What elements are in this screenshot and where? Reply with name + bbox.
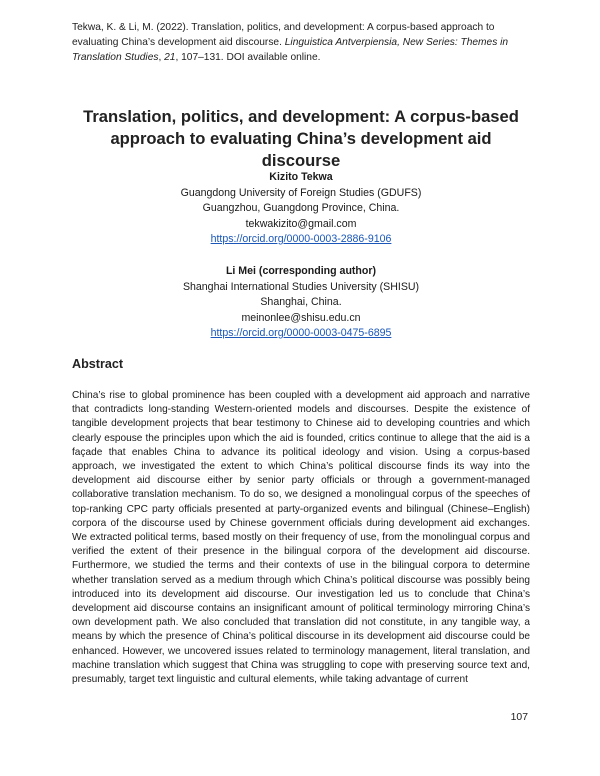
author-email: tekwakizito@gmail.com xyxy=(245,217,357,230)
paper-title xyxy=(72,106,530,172)
author-block-1 xyxy=(72,170,530,248)
author-orcid-link[interactable]: https://orcid.org/0000-0003-0475-6895 xyxy=(210,327,392,339)
author-email: meinonlee@shisu.edu.cn xyxy=(241,311,361,324)
citation-text: Tekwa, K. & Li, M. (2022). Translation, politics, and development: A corpus-based approach to evaluating China’s development aid discourse. xyxy=(72,22,495,48)
citation: Tekwa, K. & Li, M. (2022). Translation, politics, and development: A corpus-based approach to evaluating China’s development aid discourse. Linguistica Antverpiensia, New Series: Themes in Translation Studies, 21, 107–131. DOI available online. xyxy=(72,22,509,63)
page-number: 107 xyxy=(510,712,528,723)
author-affiliation: Guangdong University of Foreign Studies (GDUFS) xyxy=(180,186,422,199)
author-affiliation: Shanghai International Studies University (SHISU) xyxy=(182,280,420,293)
title-line-1: Translation, politics, and development: A corpus-based xyxy=(83,107,519,126)
author-name: Li Mei (corresponding author) xyxy=(225,265,377,277)
author-location: Guangzhou, Guangdong Province, China. xyxy=(202,202,400,214)
citation-volume: 21 xyxy=(164,52,176,63)
abstract-body: China’s rise to global prominence has been coupled with a development aid approach and narrative that contradicts long-standing Western-oriented models and discourses. Despite the existence of tangible development projects that bear testimony to Chinese aid to developing countries and which clearly espouse the principles upon which the aid is founded, critics continue to allege that the aid is a façade that enables China to advance its political ideology and vision. Using a corpus-based approach, we investigated the extent to which China’s political discourse finds its way into the development aid discourse either by senior party officials or through a government-managed collaborative translation mechanism. To do so, we designed a monolingual corpus of the speeches of top-ranking CPC party officials presented at party-organized events and bilingual (Chinese–English) corpora of the discourse used by Chinese government officials during development aid exchanges. We extracted political terms, based mostly on their frequency of use, from the monolingual corpus and verified the extent of their presence in the bilingual corpora of the development aid discourse. Furthermore, we studied the terms and their contexts of use in the bilingual corpora to determine whether translation served as a medium through which China’s political discourse was possibly being introduced into its development aid discourse. Our investigation led us to conclude that China’s development aid discourse contains an insignificant amount of political terminology mirroring China’s own development path. We also concluded that translation did not constitute, in any tangible way, a means by which the presence of China’s political discourse in its development aid discourse could be enhanced. However, we uncovered issues related to terminology management, literal translation, and machine translation which suggest that China was struggling to cope with preserving source text and, presumably, target text linguistic and cultural elements, while taking advantage of current xyxy=(72,390,530,686)
author-name: Kizito Tekwa xyxy=(269,171,333,183)
author-block-2 xyxy=(72,264,530,342)
citation-journal: Linguistica Antverpiensia, New Series: Themes in Translation Studies xyxy=(72,37,509,63)
title-line-2: approach to evaluating China’s development aid discourse xyxy=(110,129,492,170)
citation-pages: , 107–131. DOI available online. xyxy=(175,52,321,63)
abstract-heading: Abstract xyxy=(72,357,124,371)
author-location: Shanghai, China. xyxy=(260,296,342,308)
author-orcid-link[interactable]: https://orcid.org/0000-0003-2886-9106 xyxy=(210,233,392,245)
